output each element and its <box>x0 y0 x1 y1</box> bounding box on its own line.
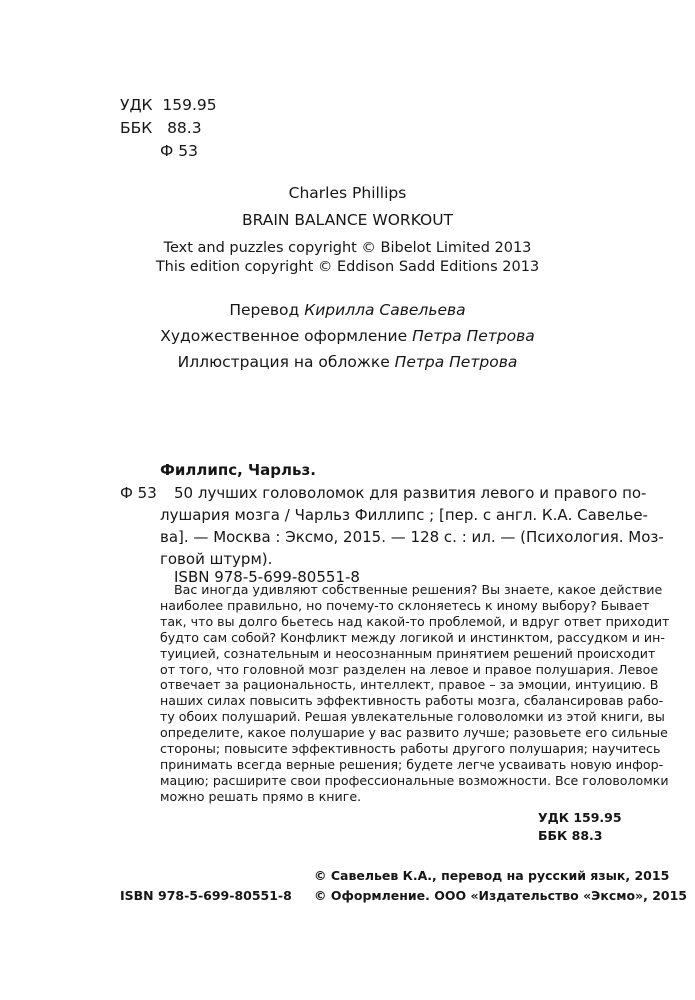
biblio-line: 50 лучших головоломок для развития левого и правого по- <box>174 484 647 502</box>
annotation-line: будто сам собой? Конфликт между логикой и инстинктом, рассудком и ин- <box>160 629 665 645</box>
annotation-udk: УДК 159.95 <box>538 810 622 825</box>
annotation-line: мацию; расширите свои профессиональные возможности. Все головоломки <box>160 772 669 788</box>
udk-value: 159.95 <box>162 96 217 114</box>
bbk-value: 88.3 <box>167 119 202 137</box>
annotation-line: так, что вы долго бьетесь над какой-то проблемой, и вдруг ответ приходит <box>160 613 670 629</box>
credit-design <box>0 327 695 345</box>
annotation-line: принимать всегда верные решения; будете легче усваивать новую инфор- <box>160 756 664 772</box>
annotation-bbk: ББК 88.3 <box>538 828 603 843</box>
credit-person: Кирилла Савельева <box>304 301 466 319</box>
biblio-line: ва]. — Москва : Эксмо, 2015. — 128 с. : ил. — (Психология. Моз- <box>160 528 664 546</box>
annotation-line: стороны; повысите эффективность работы другого полушария; научитесь <box>160 741 661 757</box>
biblio-heading: Филлипс, Чарльз. <box>160 461 316 479</box>
credit-cover <box>0 353 695 371</box>
original-copyright-2: This edition copyright © Eddison Sadd Editions 2013 <box>155 259 540 275</box>
annotation-line: отвечает за рациональность, интеллект, правое – за эмоции, интуицию. В <box>160 677 659 693</box>
credit-translation <box>0 301 695 319</box>
udk-code <box>120 94 217 117</box>
credit-person: Петра Петрова <box>394 353 518 371</box>
annotation-line: наших силах повысить эффективность работы мозга, сбалансировав рабо- <box>160 693 664 709</box>
annotation-line: туицией, сознательным и неосознанным принятием решений происходит <box>160 645 656 661</box>
original-copyright-1: Text and puzzles copyright © Bibelot Limited 2013 <box>163 240 532 256</box>
biblio-isbn: ISBN 978-5-699-80551-8 <box>174 568 360 586</box>
annotation-line: определите, какое полушарие у вас развито лучше; разовьете его сильные <box>160 725 668 741</box>
credit-person: Петра Петрова <box>412 327 535 345</box>
author-mark: Ф 53 <box>160 142 198 160</box>
bbk-code <box>120 117 202 140</box>
footer-isbn: ISBN 978-5-699-80551-8 <box>120 888 292 903</box>
original-author: Charles Phillips <box>288 184 407 202</box>
credit-role: Иллюстрация на обложке <box>177 353 390 371</box>
annotation-line: от того, что головной мозг разделен на левое и правое полушария. Левое <box>160 661 659 677</box>
biblio-mark: Ф 53 <box>120 484 157 502</box>
annotation-line: можно решать прямо в книге. <box>160 788 362 804</box>
annotation-line: Вас иногда удивляют собственные решения? Вы знаете, какое действие <box>174 582 663 597</box>
bbk-label: ББК <box>120 119 153 137</box>
original-title: BRAIN BALANCE WORKOUT <box>241 211 454 229</box>
footer-copyright-design: © Оформление. ООО «Издательство «Эксмо», 2015 <box>314 888 687 903</box>
annotation-line: наиболее правильно, но почему-то склоняетесь к иному выбору? Бывает <box>160 597 650 613</box>
udk-label: УДК <box>120 96 153 114</box>
annotation-line: ту обоих полушарий. Решая увлекательные головоломки из этой книги, вы <box>160 709 665 725</box>
footer-copyright-translation: © Савельев К.А., перевод на русский язык, 2015 <box>314 868 670 883</box>
annotation <box>160 582 670 805</box>
credit-role: Перевод <box>229 301 300 319</box>
biblio-line: лушария мозга / Чарльз Филлипс ; [пер. с англ. К.А. Савелье- <box>160 506 648 524</box>
biblio-line: говой штурм). <box>160 550 273 568</box>
credit-role: Художественное оформление <box>160 327 408 345</box>
